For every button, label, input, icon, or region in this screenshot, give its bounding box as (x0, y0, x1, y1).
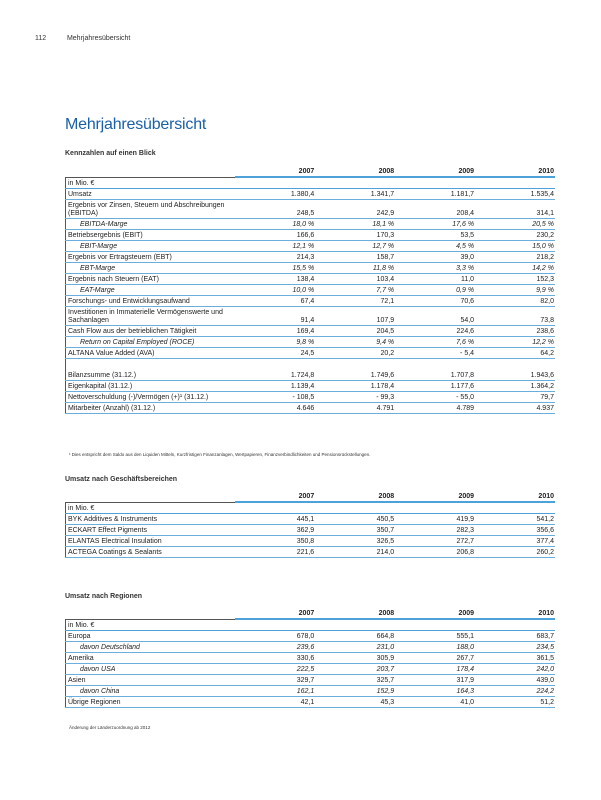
row-label: ACTEGA Coatings & Sealants (66, 546, 236, 557)
table-row (66, 229, 556, 240)
row-value: 42,1 (235, 696, 315, 707)
row-value: 107,9 (315, 306, 395, 325)
year-header: 2007 (235, 165, 315, 177)
row-value: 1.707,8 (395, 369, 475, 380)
row-value: 162,1 (235, 685, 315, 696)
table-row (66, 218, 556, 229)
row-value: 138,4 (235, 273, 315, 284)
unit-empty (395, 177, 475, 188)
row-value: 18,1 % (315, 218, 395, 229)
row-value: 7,7 % (315, 284, 395, 295)
row-value: 214,0 (315, 546, 395, 557)
row-value: 272,7 (395, 535, 475, 546)
row-value: 260,2 (475, 546, 555, 557)
year-header-row (66, 607, 556, 619)
row-value: 82,0 (475, 295, 555, 306)
unit-empty (475, 619, 555, 630)
unit-label: in Mio. € (66, 502, 236, 513)
row-label: Amerika (66, 652, 236, 663)
row-value: 53,5 (395, 229, 475, 240)
unit-empty (235, 502, 315, 513)
row-label: EBITDA-Marge (66, 218, 236, 229)
table-row (66, 347, 556, 358)
table-row (66, 630, 556, 641)
table-row (66, 240, 556, 251)
year-header: 2008 (315, 490, 395, 502)
row-value: 158,7 (315, 251, 395, 262)
row-value: 4,5 % (395, 240, 475, 251)
row-value: 234,5 (475, 641, 555, 652)
row-value: 70,6 (395, 295, 475, 306)
table-row (66, 306, 556, 325)
row-value: 20,2 (315, 347, 395, 358)
row-value: 1.178,4 (315, 380, 395, 391)
row-label: Übrige Regionen (66, 696, 236, 707)
row-value: 329,7 (235, 674, 315, 685)
row-value: 7,6 % (395, 336, 475, 347)
unit-empty (395, 502, 475, 513)
page-title: Mehrjahresübersicht (65, 116, 207, 133)
row-value: 64,2 (475, 347, 555, 358)
row-value: 1.943,6 (475, 369, 555, 380)
kennzahlen-footnote: ¹ Dies entspricht dem Saldo aus den Liquiden Mitteln, Kurzfristigen Finanzanlagen, Wertpapieren, Finanzverbindlichkeiten und Pensionsrückstellungen. (69, 452, 371, 457)
row-value: 11,8 % (315, 262, 395, 273)
header-spacer (66, 165, 236, 177)
year-header: 2007 (235, 490, 315, 502)
unit-empty (315, 502, 395, 513)
running-head (35, 35, 130, 42)
row-value: 39,0 (395, 251, 475, 262)
row-value: 41,0 (395, 696, 475, 707)
unit-row (66, 177, 556, 188)
table-row (66, 380, 556, 391)
row-label: davon USA (66, 663, 236, 674)
section-title-regionen: Umsatz nach Regionen (65, 593, 143, 600)
spacer-cell (315, 358, 395, 369)
row-value: 350,7 (315, 524, 395, 535)
table-row (66, 402, 556, 413)
row-value: 54,0 (395, 306, 475, 325)
header-spacer (66, 490, 236, 502)
row-value: 361,5 (475, 652, 555, 663)
row-value: 230,2 (475, 229, 555, 240)
row-value: 1.341,7 (315, 188, 395, 199)
row-label: Return on Capital Employed (ROCE) (66, 336, 236, 347)
row-value: 1.181,7 (395, 188, 475, 199)
spacer-row (66, 358, 556, 369)
running-head-section: Mehrjahresübersicht (66, 35, 131, 42)
row-label: Betriebsergebnis (EBIT) (66, 229, 236, 240)
row-value: 12,7 % (315, 240, 395, 251)
row-value: 239,6 (235, 641, 315, 652)
row-value: - 108,5 (235, 391, 315, 402)
row-label: Ergebnis vor Ertragsteuern (EBT) (66, 251, 236, 262)
row-value: 169,4 (235, 325, 315, 336)
row-value: 1.535,4 (475, 188, 555, 199)
row-value: 317,9 (395, 674, 475, 685)
row-value: 67,4 (235, 295, 315, 306)
table-row (66, 262, 556, 273)
table-row (66, 199, 556, 218)
table-row (66, 546, 556, 557)
row-value: 330,6 (235, 652, 315, 663)
row-value: 45,3 (315, 696, 395, 707)
row-value: 15,0 % (475, 240, 555, 251)
row-value: 91,4 (235, 306, 315, 325)
row-value: 248,5 (235, 199, 315, 218)
row-label: EBIT-Marge (66, 240, 236, 251)
row-value: 445,1 (235, 513, 315, 524)
row-value: 73,8 (475, 306, 555, 325)
row-label: Bilanzsumme (31.12.) (66, 369, 236, 380)
table-row (66, 336, 556, 347)
row-value: 282,3 (395, 524, 475, 535)
row-value: 439,0 (475, 674, 555, 685)
row-value: 9,8 % (235, 336, 315, 347)
row-value: 326,5 (315, 535, 395, 546)
row-value: 664,8 (315, 630, 395, 641)
unit-empty (475, 502, 555, 513)
table-row (66, 284, 556, 295)
table-row (66, 663, 556, 674)
row-value: 166,6 (235, 229, 315, 240)
regionen-footnote: Änderung der Länderzuordnung ab 2012 (69, 725, 151, 730)
row-value: 206,8 (395, 546, 475, 557)
year-header: 2010 (475, 607, 555, 619)
row-label: BYK Additives & Instruments (66, 513, 236, 524)
row-value: - 55,0 (395, 391, 475, 402)
row-value: 15,5 % (235, 262, 315, 273)
row-value: 350,8 (235, 535, 315, 546)
table-row (66, 696, 556, 707)
table-row (66, 188, 556, 199)
row-value: 20,5 % (475, 218, 555, 229)
year-header: 2009 (395, 165, 475, 177)
row-value: 4.646 (235, 402, 315, 413)
year-header: 2008 (315, 165, 395, 177)
spacer-cell (395, 358, 475, 369)
page-number: 112 (35, 35, 47, 42)
row-value: 1.724,8 (235, 369, 315, 380)
table-row (66, 652, 556, 663)
row-label: Ergebnis vor Zinsen, Steuern und Abschreibungen (EBITDA) (66, 199, 236, 218)
year-header-row (66, 165, 556, 177)
row-value: 12,1 % (235, 240, 315, 251)
row-value: 152,3 (475, 273, 555, 284)
row-label: Ergebnis nach Steuern (EAT) (66, 273, 236, 284)
row-label: Umsatz (66, 188, 236, 199)
year-header: 2009 (395, 607, 475, 619)
table-row (66, 685, 556, 696)
table-row (66, 295, 556, 306)
kennzahlen-table (65, 165, 555, 414)
row-value: 4.791 (315, 402, 395, 413)
table-row (66, 674, 556, 685)
row-label: Cash Flow aus der betrieblichen Tätigkeit (66, 325, 236, 336)
row-value: 224,6 (395, 325, 475, 336)
row-label: Eigenkapital (31.12.) (66, 380, 236, 391)
table-row (66, 325, 556, 336)
year-header: 2009 (395, 490, 475, 502)
row-label: EBT-Marge (66, 262, 236, 273)
row-label: Forschungs- und Entwicklungsaufwand (66, 295, 236, 306)
row-value: 314,1 (475, 199, 555, 218)
row-value: 214,3 (235, 251, 315, 262)
row-value: 164,3 (395, 685, 475, 696)
row-label: Asien (66, 674, 236, 685)
regionen-table (65, 607, 555, 708)
row-value: 3,3 % (395, 262, 475, 273)
row-value: 178,4 (395, 663, 475, 674)
unit-empty (395, 619, 475, 630)
row-value: 9,9 % (475, 284, 555, 295)
row-value: - 5,4 (395, 347, 475, 358)
unit-empty (235, 619, 315, 630)
row-value: 14,2 % (475, 262, 555, 273)
row-label: Nettoverschuldung (-)/Vermögen (+)¹ (31.12.) (66, 391, 236, 402)
row-value: 170,3 (315, 229, 395, 240)
row-value: 305,9 (315, 652, 395, 663)
row-value: 24,5 (235, 347, 315, 358)
row-value: 203,7 (315, 663, 395, 674)
table-row (66, 273, 556, 284)
row-value: 152,9 (315, 685, 395, 696)
row-value: 1.749,6 (315, 369, 395, 380)
row-label: ELANTAS Electrical Insulation (66, 535, 236, 546)
row-value: 51,2 (475, 696, 555, 707)
spacer-cell (475, 358, 555, 369)
row-value: 10,0 % (235, 284, 315, 295)
table-row (66, 641, 556, 652)
row-value: 1.364,2 (475, 380, 555, 391)
row-value: 4.937 (475, 402, 555, 413)
row-value: 79,7 (475, 391, 555, 402)
row-value: 1.380,4 (235, 188, 315, 199)
row-value: 12,2 % (475, 336, 555, 347)
year-header: 2010 (475, 165, 555, 177)
spacer-cell (66, 358, 236, 369)
row-value: 103,4 (315, 273, 395, 284)
row-label: ALTANA Value Added (AVA) (66, 347, 236, 358)
row-value: 222,5 (235, 663, 315, 674)
geschaeftsbereiche-table (65, 490, 555, 558)
year-header-row (66, 490, 556, 502)
unit-label: in Mio. € (66, 177, 236, 188)
row-value: 204,5 (315, 325, 395, 336)
section-title-geschaeftsbereiche: Umsatz nach Geschäftsbereichen (65, 476, 178, 483)
row-value: 541,2 (475, 513, 555, 524)
row-value: - 99,3 (315, 391, 395, 402)
row-value: 0,9 % (395, 284, 475, 295)
table-row (66, 535, 556, 546)
row-value: 1.139,4 (235, 380, 315, 391)
year-header: 2010 (475, 490, 555, 502)
row-value: 218,2 (475, 251, 555, 262)
unit-row (66, 619, 556, 630)
row-value: 325,7 (315, 674, 395, 685)
year-header: 2007 (235, 607, 315, 619)
table-row (66, 524, 556, 535)
unit-empty (315, 177, 395, 188)
row-value: 683,7 (475, 630, 555, 641)
unit-empty (235, 177, 315, 188)
unit-label: in Mio. € (66, 619, 236, 630)
row-value: 4.789 (395, 402, 475, 413)
spacer-cell (235, 358, 315, 369)
table-row (66, 369, 556, 380)
row-value: 11,0 (395, 273, 475, 284)
row-value: 362,9 (235, 524, 315, 535)
table-row (66, 251, 556, 262)
section-title-kennzahlen: Kennzahlen auf einen Blick (65, 150, 156, 157)
row-label: ECKART Effect Pigments (66, 524, 236, 535)
row-value: 238,6 (475, 325, 555, 336)
row-label: davon China (66, 685, 236, 696)
row-value: 267,7 (395, 652, 475, 663)
row-label: Europa (66, 630, 236, 641)
row-value: 221,6 (235, 546, 315, 557)
row-value: 224,2 (475, 685, 555, 696)
unit-row (66, 502, 556, 513)
table-row (66, 513, 556, 524)
row-label: davon Deutschland (66, 641, 236, 652)
row-value: 18,0 % (235, 218, 315, 229)
row-value: 242,0 (475, 663, 555, 674)
row-value: 555,1 (395, 630, 475, 641)
row-label: Mitarbeiter (Anzahl) (31.12.) (66, 402, 236, 413)
row-value: 208,4 (395, 199, 475, 218)
row-value: 377,4 (475, 535, 555, 546)
row-label: EAT-Marge (66, 284, 236, 295)
row-value: 356,6 (475, 524, 555, 535)
row-value: 72,1 (315, 295, 395, 306)
row-value: 188,0 (395, 641, 475, 652)
row-value: 9,4 % (315, 336, 395, 347)
row-value: 1.177,6 (395, 380, 475, 391)
row-value: 450,5 (315, 513, 395, 524)
row-label: Investitionen in Immaterielle Vermögenswerte und Sachanlagen (66, 306, 236, 325)
unit-empty (315, 619, 395, 630)
row-value: 678,0 (235, 630, 315, 641)
year-header: 2008 (315, 607, 395, 619)
row-value: 242,9 (315, 199, 395, 218)
table-row (66, 391, 556, 402)
unit-empty (475, 177, 555, 188)
row-value: 231,0 (315, 641, 395, 652)
row-value: 17,6 % (395, 218, 475, 229)
row-value: 419,9 (395, 513, 475, 524)
header-spacer (66, 607, 236, 619)
